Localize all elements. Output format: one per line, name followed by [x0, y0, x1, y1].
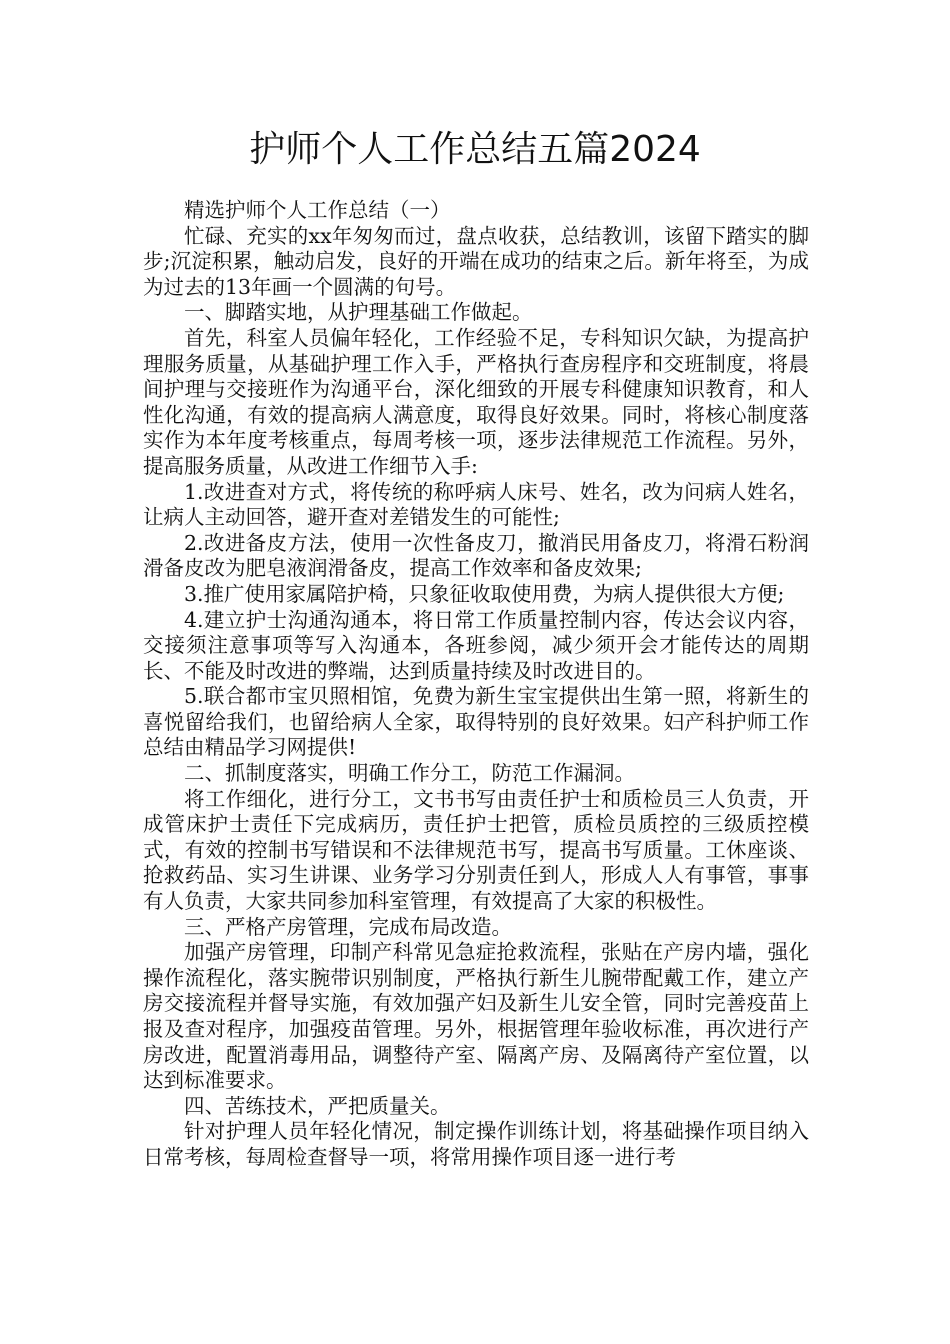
section-heading: 三、严格产房管理，完成布局改造。: [184, 914, 512, 939]
section-heading: 一、脚踏实地，从护理基础工作做起。: [184, 300, 533, 325]
section-heading: 二、抓制度落实，明确工作分工，防范工作漏洞。: [184, 761, 635, 786]
section-heading: 四、苦练技术，严把质量关。: [184, 1093, 451, 1118]
list-item: 1.改进查对方式，将传统的称呼病人床号、姓名，改为问病人姓名，让病人主动回答，避开查对差错发生的可能性;: [143, 479, 809, 530]
document-body: [143, 198, 809, 1171]
list-item: 3.推广使用家属陪护椅，只象征收取使用费，为病人提供很大方便;: [184, 581, 785, 606]
list-item: 5.联合都市宝贝照相馆，免费为新生宝宝提供出生第一照，将新生的喜悦留给我们，也留给病人全家，取得特别的良好效果。妇产科护师工作总结由精品学习网提供!: [143, 684, 809, 760]
list-item: 4.建立护士沟通沟通本，将日常工作质量控制内容，传达会议内容，交接须注意事项等写入沟通本，各班参阅，减少须开会才能传达的周期长、不能及时改进的弊端，达到质量持续及时改进目的。: [143, 607, 809, 683]
document-title: 护师个人工作总结五篇2024: [249, 129, 701, 170]
paragraph: 加强产房管理，印制产科常见急症抢救流程，张贴在产房内墙，强化操作流程化，落实腕带识别制度，严格执行新生儿腕带配戴工作，建立产房交接流程并督导实施，有效加强产妇及新生儿安全管，同时完善疫苗上报及查对程序，加强疫苗管理。另外，根据管理年验收标准，再次进行产房改进，配置消毒用品，调整待产室、隔离产房、及隔离待产室位置，以达到标准要求。: [143, 940, 809, 1093]
list-item: 2.改进备皮方法，使用一次性备皮刀，撤消民用备皮刀，将滑石粉润滑备皮改为肥皂液润滑备皮，提高工作效率和备皮效果;: [143, 530, 809, 581]
paragraph: 将工作细化，进行分工，文书书写由责任护士和质检员三人负责，开成管床护士责任下完成病历，责任护士把管，质检员质控的三级质控模式，有效的控制书写错误和不法律规范书写，提高书写质量。工休座谈、抢救药品、实习生讲课、业务学习分别责任到人，形成人人有事管，事事有人负责，大家共同参加科室管理，有效提高了大家的积极性。: [143, 786, 809, 914]
paragraph: 针对护理人员年轻化情况，制定操作训练计划，将基础操作项目纳入日常考核，每周检查督导一项，将常用操作项目逐一进行考: [143, 1119, 809, 1169]
paragraph: 忙碌、充实的xx年匆匆而过，盘点收获，总结教训，该留下踏实的脚步;沉淀积累，触动启发，良好的开端在成功的结束之后。新年将至，为成为过去的13年画一个圆满的句号。: [143, 223, 809, 299]
paragraph: 精选护师个人工作总结（一）: [184, 198, 451, 222]
paragraph: 首先，科室人员偏年轻化，工作经验不足，专科知识欠缺，为提高护理服务质量，从基础护理工作入手，严格执行查房程序和交班制度，将晨间护理与交接班作为沟通平台，深化细致的开展专科健康知识教育，和人性化沟通，有效的提高病人满意度，取得良好效果。同时，将核心制度落实作为本年度考核重点，每周考核一项，逐步法律规范工作流程。另外，提高服务质量，从改进工作细节入手:: [143, 325, 809, 478]
